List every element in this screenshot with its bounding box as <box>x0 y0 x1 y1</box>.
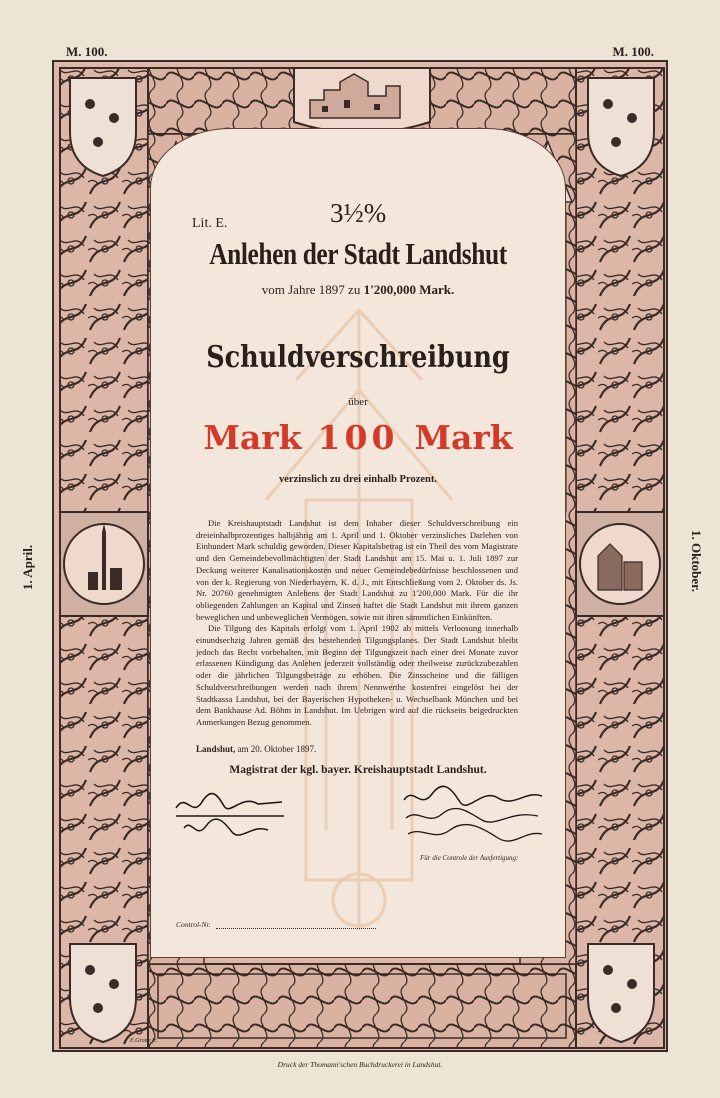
control-number-label: Control-Nr. <box>176 920 211 929</box>
issuer-line: Magistrat der kgl. bayer. Kreishauptstadt Landshut. <box>229 764 487 776</box>
signature-right-icon <box>398 784 548 856</box>
amount-word-left: Mark <box>203 418 302 457</box>
ueber-text: über <box>348 396 368 408</box>
interest-line: verzinslich zu drei einhalb Prozent. <box>279 474 437 485</box>
terms-text <box>196 518 518 729</box>
engraver-credit: E.Grotte fc. <box>130 1038 158 1044</box>
terms-paragraph-2: Die Tilgung des Kapitals erfolgt vom 1. April 1902 ab mittels Verloosung innerhalb einundsechzig Jahren gemäß des bestehenden Tilgungsplanes. Der Stadt Landshut bleibt jedoch das Recht vorbehalten, mit Beginn der Tilgungszeit nach einer drei Monate zuvor erlassenen Kündigung das Anlehen jederzeit vollständig oder theilweise zurückzubezahlen oder die jährlichen Tilgungsbeträge zu erhöhen. Die Zinsscheine und die fälligen Schuldverschreibungen werden nach ihrem Nennwerthe kostenfrei eingelöst bei der Stadtkassa Landshut, bei der Bayerischen Hypotheken- u. Wechselbank München und bei dem Bankhause Ad. Böhm in Landshut. Im Uebrigen wird auf die rückseits beigedruckten Anmerkungen Bezug genommen. <box>196 623 518 727</box>
face-value <box>150 418 566 457</box>
loan-title: Anlehen der Stadt Landshut <box>209 236 507 271</box>
place: Landshut, <box>196 744 236 754</box>
loan-subtitle <box>150 282 566 298</box>
corner-code-left: M. 100. <box>66 44 108 59</box>
amount-value: 100 <box>317 418 399 457</box>
printer-credit: Druck der Thomann'schen Buchdruckerei in Landshut. <box>277 1060 443 1069</box>
document-heading: Schuldverschreibung <box>206 340 510 375</box>
subtitle-amount: 1'200,000 Mark. <box>363 282 455 297</box>
series-row <box>182 198 542 238</box>
side-date-right: 1. Oktober. <box>689 530 704 592</box>
series-letter: Lit. E. <box>192 216 228 231</box>
amount-word-right: Mark <box>414 418 513 457</box>
terms-paragraph-1: Die Kreishauptstadt Landshut ist dem Inhaber dieser Schuldverschreibung ein dreieinhalbprozentiges halbjährig am 1. April und 1. Oktober verzinsliches Darlehen von Einhundert Mark schuldig geworden. Dieser Kapitalsbetrag ist ein Theil des vom Magistrate und den Gemeindebevollmächtigten der Stadt Landshut am 15. Mai u. 1. Juli 1897 zur Deckung weiterer Kanalisationskosten und neuer Gemeindebedürfnisse beschlossenen und von der k. Regierung von Niederbayern, K. d. J., mit Entschließung vom 2. Oktober ds. Js. Nr. 20760 genehmigten Anlehens der Stadt Landshut zu 1'200,000 Mark. Für die ihr obliegenden Zahlungen an Kapital und Zinsen haftet die Stadt Landshut mit ihrem ganzen beweglichen und unbeweglichen Vermögen, sowie mit ihren sämmtlichen Einkünften. <box>196 518 518 622</box>
control-note: Für die Controle der Ausfertigung: <box>420 854 519 862</box>
signature-left-icon <box>172 788 292 848</box>
interest-rate: 3½% <box>330 198 387 228</box>
control-number-line <box>216 928 376 929</box>
corner-code-right: M. 100. <box>612 44 654 59</box>
date: am 20. Oktober 1897. <box>235 744 317 754</box>
place-date <box>196 744 316 754</box>
subtitle-prefix: vom Jahre 1897 zu <box>261 282 364 297</box>
side-date-left: 1. April. <box>20 544 35 590</box>
